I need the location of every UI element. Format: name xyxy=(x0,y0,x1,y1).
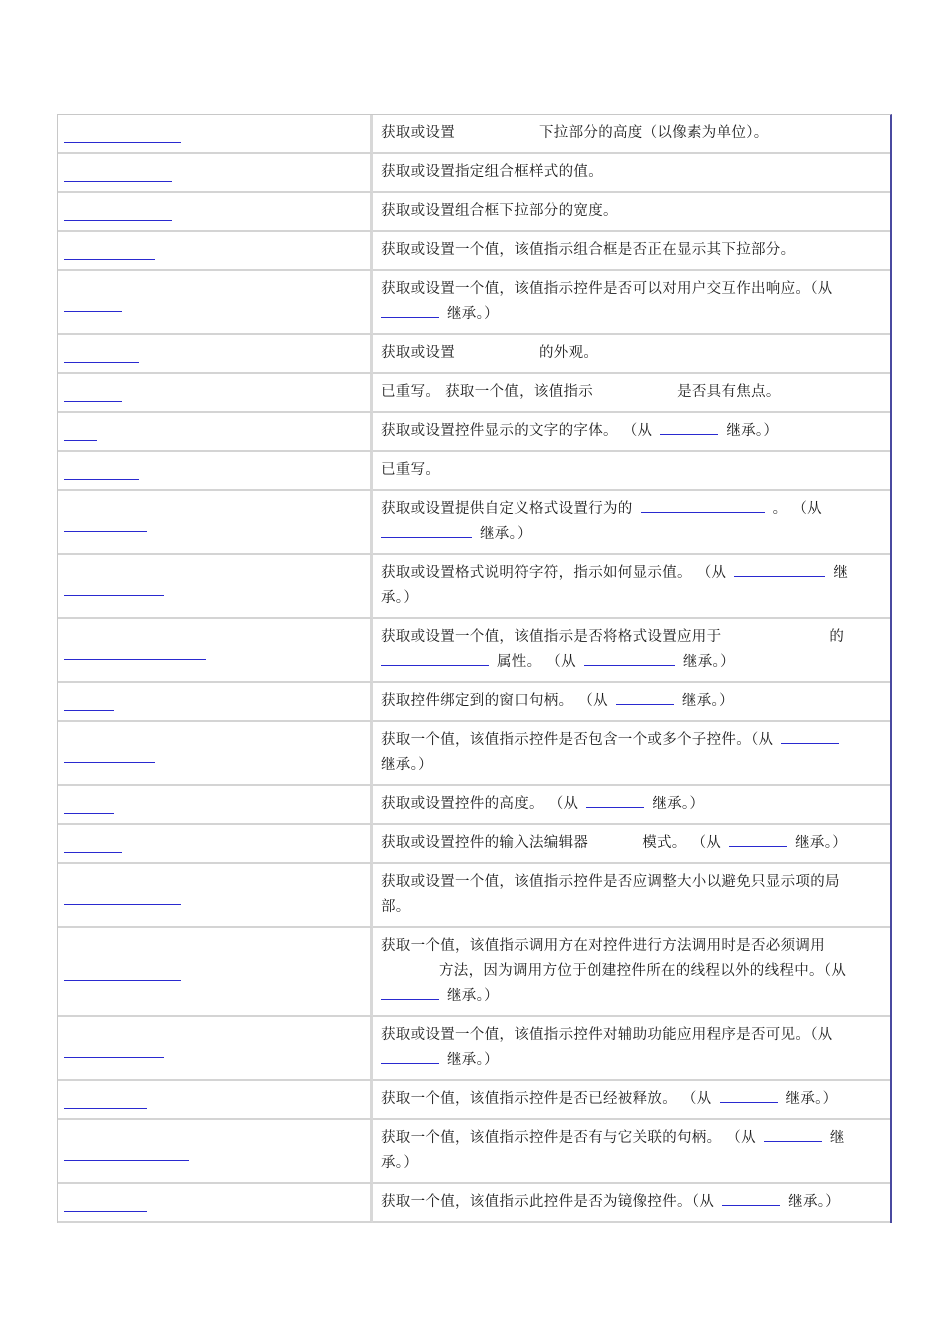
member-link-cell xyxy=(58,154,373,193)
member-link[interactable] xyxy=(64,245,155,260)
table-row xyxy=(58,825,890,864)
inherit-link[interactable] xyxy=(722,1191,780,1206)
formatter-link[interactable] xyxy=(641,498,765,513)
member-description: 获取或设置控件显示的文字的字体。 （从 继承。） xyxy=(373,413,890,452)
member-link[interactable] xyxy=(64,696,114,711)
inherit-link[interactable] xyxy=(381,1049,439,1064)
member-description: 获取一个值，该值指示控件是否有与它关联的句柄。 （从 继 承。） xyxy=(373,1120,890,1184)
member-link[interactable] xyxy=(64,206,172,221)
member-link[interactable] xyxy=(64,387,122,402)
member-link-cell xyxy=(58,555,373,619)
table-row xyxy=(58,491,890,555)
member-description: 获取或设置 下拉部分的高度（以像素为单位）。 xyxy=(373,115,890,154)
member-link-cell xyxy=(58,928,373,1017)
member-description: 获取或设置格式说明符字符，指示如何显示值。 （从 继 承。） xyxy=(373,555,890,619)
member-description: 获取或设置一个值，该值指示控件是否应调整大小以避免只显示项的局 部。 xyxy=(373,864,890,928)
member-link-cell xyxy=(58,452,373,491)
member-description: 获取或设置控件的输入法编辑器 模式。 （从 继承。） xyxy=(373,825,890,864)
member-description: 已重写。 获取一个值，该值指示 是否具有焦点。 xyxy=(373,374,890,413)
member-link-cell xyxy=(58,491,373,555)
table-row xyxy=(58,722,890,786)
inherit-link[interactable] xyxy=(781,729,839,744)
member-link[interactable] xyxy=(64,348,139,363)
member-link-cell xyxy=(58,335,373,374)
member-link[interactable] xyxy=(64,1146,189,1161)
member-link-cell xyxy=(58,232,373,271)
member-link-cell xyxy=(58,193,373,232)
table-row xyxy=(58,452,890,491)
inherit-link[interactable] xyxy=(381,985,439,1000)
member-description: 获取或设置一个值，该值指示控件是否可以对用户交互作出响应。（从 继承。） xyxy=(373,271,890,335)
member-link[interactable] xyxy=(64,128,181,143)
table-row xyxy=(58,413,890,452)
table-row xyxy=(58,1184,890,1223)
table-row xyxy=(58,232,890,271)
member-description: 获取一个值，该值指示调用方在对控件进行方法调用时是否必须调用 方法，因为调用方位于创建控件所在的线程以外的线程中。（从 继承。） xyxy=(373,928,890,1017)
inherit-link[interactable] xyxy=(616,690,674,705)
member-description: 获取控件绑定到的窗口句柄。 （从 继承。） xyxy=(373,683,890,722)
member-description: 获取一个值，该值指示此控件是否为镜像控件。（从 继承。） xyxy=(373,1184,890,1223)
table-row xyxy=(58,555,890,619)
member-description: 获取一个值，该值指示控件是否包含一个或多个子控件。（从 继承。） xyxy=(373,722,890,786)
member-link[interactable] xyxy=(64,748,155,763)
member-link[interactable] xyxy=(64,581,164,596)
member-description: 获取或设置 的外观。 xyxy=(373,335,890,374)
member-link-cell xyxy=(58,271,373,335)
member-description: 获取或设置控件的高度。 （从 继承。） xyxy=(373,786,890,825)
inherit-link[interactable] xyxy=(720,1088,778,1103)
member-description: 获取或设置组合框下拉部分的宽度。 xyxy=(373,193,890,232)
member-link[interactable] xyxy=(64,838,122,853)
inherit-link[interactable] xyxy=(734,562,825,577)
member-link[interactable] xyxy=(64,1197,147,1212)
member-link[interactable] xyxy=(64,297,122,312)
table-row xyxy=(58,1120,890,1184)
inherit-link[interactable] xyxy=(729,832,787,847)
table-row xyxy=(58,928,890,1017)
member-description: 获取或设置指定组合框样式的值。 xyxy=(373,154,890,193)
member-link-cell xyxy=(58,1184,373,1223)
inherit-link[interactable] xyxy=(381,303,439,318)
table-row xyxy=(58,154,890,193)
member-link-cell xyxy=(58,619,373,683)
member-link[interactable] xyxy=(64,167,172,182)
table-row xyxy=(58,619,890,683)
property-link[interactable] xyxy=(381,651,489,666)
member-link-cell xyxy=(58,1017,373,1081)
member-description: 获取或设置一个值，该值指示是否将格式设置应用于 的 属性。 （从 继承。） xyxy=(373,619,890,683)
table-row xyxy=(58,683,890,722)
table-row xyxy=(58,1081,890,1120)
table-row xyxy=(58,115,890,154)
member-link[interactable] xyxy=(64,517,147,532)
member-link-cell xyxy=(58,864,373,928)
inherit-link[interactable] xyxy=(584,651,675,666)
member-link[interactable] xyxy=(64,799,114,814)
member-link[interactable] xyxy=(64,465,139,480)
member-description: 获取或设置一个值，该值指示组合框是否正在显示其下拉部分。 xyxy=(373,232,890,271)
inherit-link[interactable] xyxy=(381,523,472,538)
member-description: 已重写。 xyxy=(373,452,890,491)
members-table xyxy=(57,114,892,1223)
member-link[interactable] xyxy=(64,890,181,905)
table-row xyxy=(58,335,890,374)
inherit-link[interactable] xyxy=(586,793,644,808)
member-link-cell xyxy=(58,115,373,154)
member-link-cell xyxy=(58,722,373,786)
member-link[interactable] xyxy=(64,426,97,441)
member-link-cell xyxy=(58,683,373,722)
table-row xyxy=(58,271,890,335)
table-row xyxy=(58,374,890,413)
table-row xyxy=(58,1017,890,1081)
member-link[interactable] xyxy=(64,1043,164,1058)
table-row xyxy=(58,786,890,825)
member-description: 获取或设置提供自定义格式设置行为的 。 （从 继承。） xyxy=(373,491,890,555)
member-link[interactable] xyxy=(64,1094,147,1109)
member-description: 获取或设置一个值，该值指示控件对辅助功能应用程序是否可见。（从 继承。） xyxy=(373,1017,890,1081)
member-link-cell xyxy=(58,786,373,825)
table-row xyxy=(58,864,890,928)
member-description: 获取一个值，该值指示控件是否已经被释放。 （从 继承。） xyxy=(373,1081,890,1120)
inherit-link[interactable] xyxy=(764,1127,822,1142)
member-link-cell xyxy=(58,1120,373,1184)
member-link-cell xyxy=(58,825,373,864)
member-link-cell xyxy=(58,1081,373,1120)
inherit-link[interactable] xyxy=(660,420,718,435)
member-link[interactable] xyxy=(64,645,206,660)
member-link[interactable] xyxy=(64,966,181,981)
member-link-cell xyxy=(58,413,373,452)
table-row xyxy=(58,193,890,232)
member-link-cell xyxy=(58,374,373,413)
